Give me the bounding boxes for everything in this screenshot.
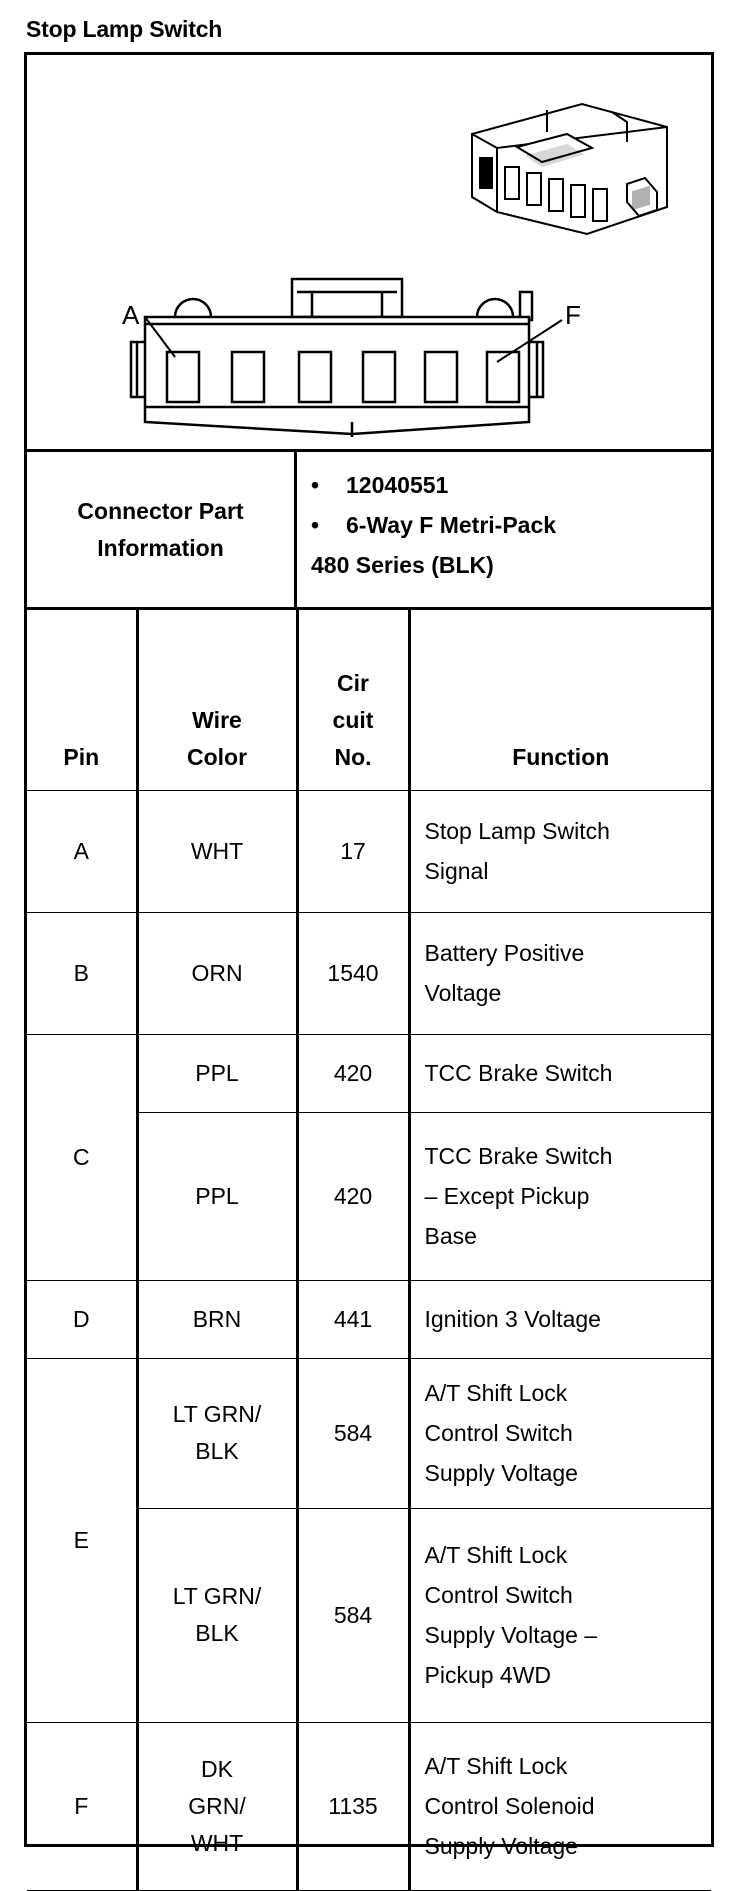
connector-3d-illustration	[472, 104, 667, 234]
pinout-table	[27, 610, 711, 1891]
connector-part-label: Connector Part Information	[27, 452, 297, 607]
cavity-a	[167, 352, 199, 402]
table-row	[27, 1034, 711, 1112]
wire-color-cell: BRN	[137, 1280, 297, 1358]
function-cell: Stop Lamp Switch Signal	[409, 790, 711, 912]
wire-color-cell: LT GRN/ BLK	[137, 1508, 297, 1722]
circuit-cell: 1540	[297, 912, 409, 1034]
wire-color-cell: PPL	[137, 1112, 297, 1280]
wire-color-cell: WHT	[137, 790, 297, 912]
cavity-e	[425, 352, 457, 402]
function-cell: A/T Shift Lock Control Switch Supply Voltage	[409, 1358, 711, 1508]
function-cell: TCC Brake Switch – Except Pickup Base	[409, 1112, 711, 1280]
wire-color-cell: PPL	[137, 1034, 297, 1112]
description-line-2: 480 Series (BLK)	[311, 552, 494, 578]
cavity-d	[363, 352, 395, 402]
table-row	[27, 790, 711, 912]
function-cell: A/T Shift Lock Control Solenoid Supply Voltage	[409, 1722, 711, 1890]
table-header-row	[27, 610, 711, 790]
description-line	[311, 505, 711, 545]
circuit-cell: 584	[297, 1358, 409, 1508]
bullet-icon: •	[311, 512, 320, 538]
header-wire-color: Wire Color	[137, 610, 297, 790]
wire-color-cell: LT GRN/ BLK	[137, 1358, 297, 1508]
function-cell: Ignition 3 Voltage	[409, 1280, 711, 1358]
pin-f-label: F	[565, 300, 581, 330]
circuit-cell: 441	[297, 1280, 409, 1358]
pin-cell: E	[27, 1358, 137, 1722]
wire-color-cell: DK GRN/ WHT	[137, 1722, 297, 1890]
circuit-cell: 17	[297, 790, 409, 912]
part-number-line	[311, 465, 711, 505]
header-function: Function	[409, 610, 711, 790]
connector-sheet	[24, 52, 714, 1859]
function-cell: A/T Shift Lock Control Switch Supply Voltage – Pickup 4WD	[409, 1508, 711, 1722]
pin-a-label: A	[122, 300, 140, 330]
table-row	[27, 1722, 711, 1890]
pin-cell: F	[27, 1722, 137, 1890]
header-circuit-no: Cir cuit No.	[297, 610, 409, 790]
connector-face	[131, 279, 543, 437]
pin-cell: A	[27, 790, 137, 912]
circuit-cell: 1135	[297, 1722, 409, 1890]
circuit-cell: 420	[297, 1034, 409, 1112]
pin-cell: B	[27, 912, 137, 1034]
cavity-b	[232, 352, 264, 402]
connector-diagram	[27, 52, 711, 452]
table-row	[27, 1280, 711, 1358]
wire-color-cell: ORN	[137, 912, 297, 1034]
cavity-f	[487, 352, 519, 402]
page-title: Stop Lamp Switch	[26, 16, 223, 42]
table-row	[27, 912, 711, 1034]
pin-cell: C	[27, 1034, 137, 1280]
connector-part-info	[27, 452, 711, 610]
connector-drawing	[27, 52, 711, 449]
circuit-cell: 420	[297, 1112, 409, 1280]
circuit-cell: 584	[297, 1508, 409, 1722]
part-number: 12040551	[346, 472, 449, 498]
connector-description-1: 6-Way F Metri-Pack	[346, 512, 557, 538]
bullet-icon: •	[311, 472, 320, 498]
connector-part-values	[297, 452, 711, 607]
cavity-c	[299, 352, 331, 402]
header-pin: Pin	[27, 610, 137, 790]
function-cell: TCC Brake Switch	[409, 1034, 711, 1112]
function-cell: Battery Positive Voltage	[409, 912, 711, 1034]
table-row	[27, 1358, 711, 1508]
pin-cell: D	[27, 1280, 137, 1358]
